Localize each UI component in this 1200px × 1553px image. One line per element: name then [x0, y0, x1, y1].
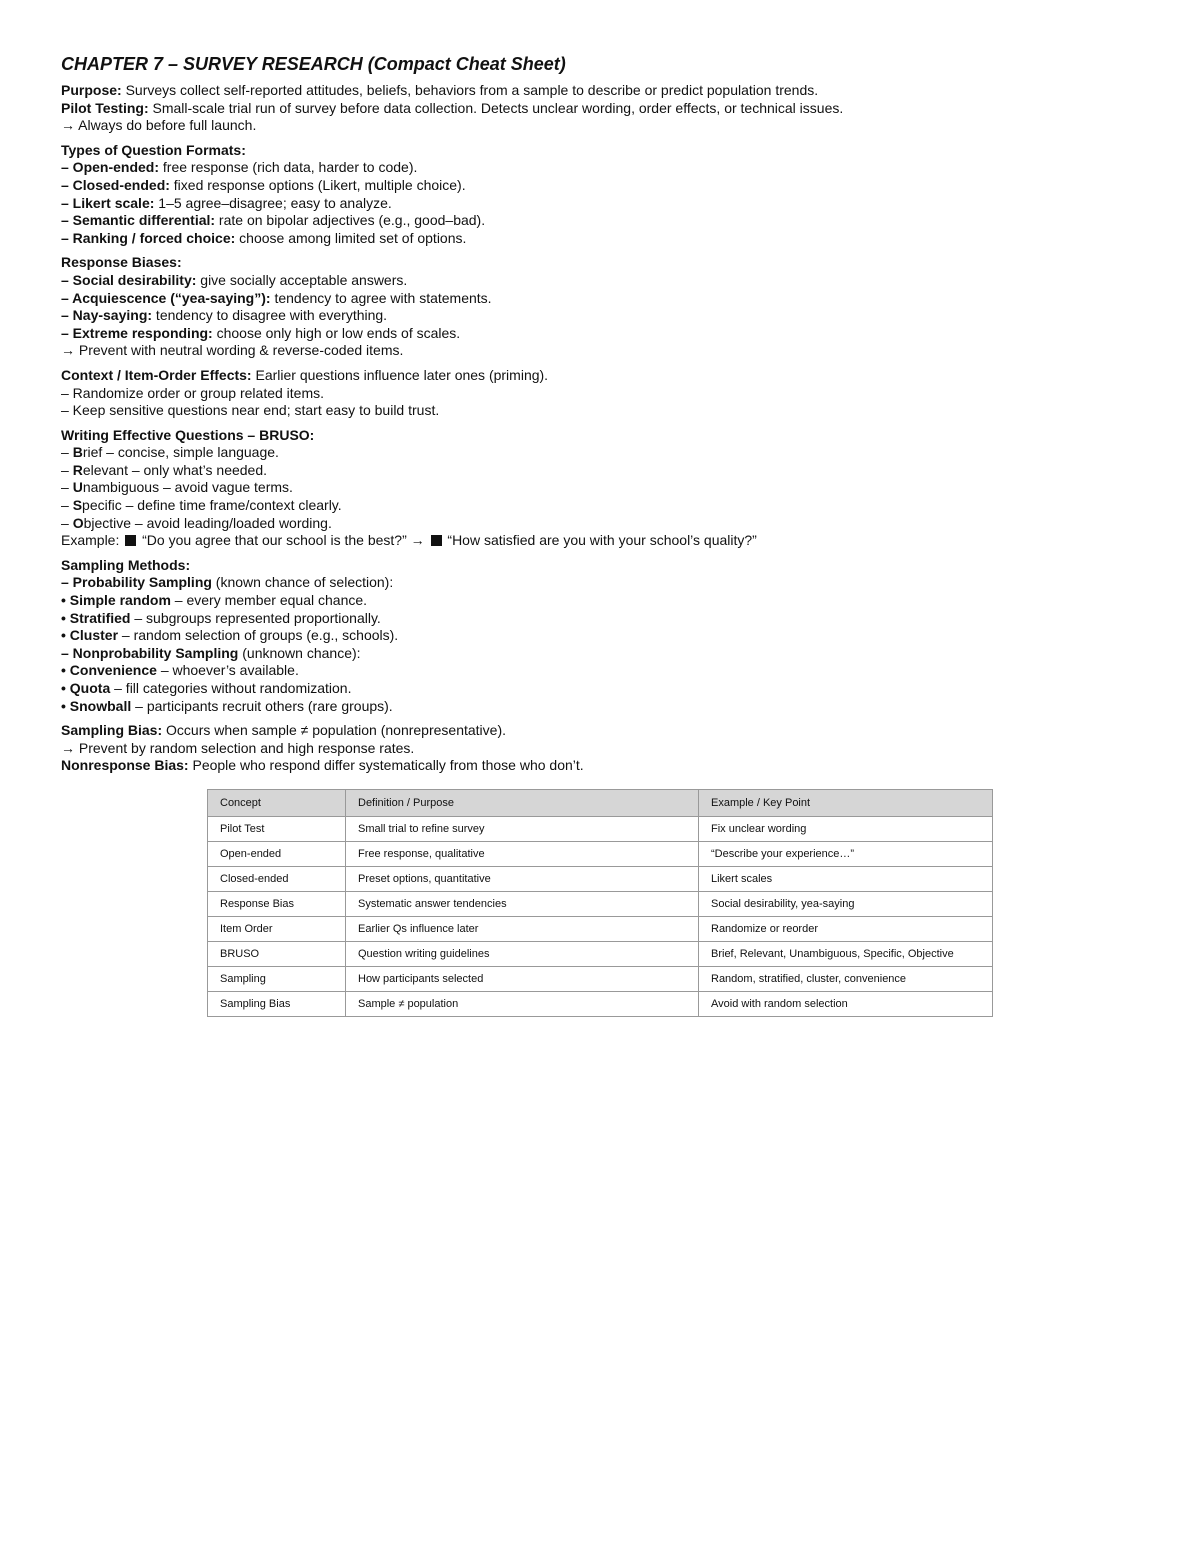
list-item: – Closed-ended: fixed response options (Likert, multiple choice).	[61, 176, 466, 193]
sampling-bias-section	[61, 722, 1141, 775]
biases-note: → Prevent with neutral wording & reverse-coded items.	[61, 342, 404, 359]
table-row	[208, 967, 993, 992]
table-cell: Likert scales	[699, 867, 993, 892]
table-row	[208, 867, 993, 892]
column-header: Definition / Purpose	[346, 790, 699, 817]
list-item: – Social desirability: give socially acceptable answers.	[61, 271, 408, 288]
table-cell: Sampling Bias	[208, 992, 346, 1017]
list-item: – Specific – define time frame/context clearly.	[61, 497, 342, 514]
table-cell: Small trial to refine survey	[346, 817, 699, 842]
table-cell: Avoid with random selection	[699, 992, 993, 1017]
sampling-bias-note: → Prevent by random selection and high response rates.	[61, 739, 415, 756]
table-row	[208, 942, 993, 967]
table-header-row	[208, 790, 993, 817]
list-item: – Relevant – only what’s needed.	[61, 461, 268, 478]
list-item: – Extreme responding: choose only high or low ends of scales.	[61, 324, 461, 341]
table-cell: Sample ≠ population	[346, 992, 699, 1017]
example-line: Example: “Do you agree that our school is the best?” → “How satisfied are you with your school’s quality?”	[61, 532, 757, 549]
purpose-text: Surveys collect self-reported attitudes, beliefs, behaviors from a sample to describe or predict population trends.	[121, 82, 819, 98]
table-cell: Preset options, quantitative	[346, 867, 699, 892]
pilot-label: Pilot Testing:	[61, 99, 149, 116]
formats-section	[61, 142, 1141, 248]
list-item: – Randomize order or group related items.	[61, 384, 325, 401]
summary-table	[207, 789, 993, 1017]
bruso-heading: Writing Effective Questions – BRUSO:	[61, 426, 315, 443]
sampling-heading: Sampling Methods:	[61, 556, 191, 573]
list-item: – Semantic differential: rate on bipolar adjectives (e.g., good–bad).	[61, 212, 486, 229]
table-row	[208, 992, 993, 1017]
bad-example-square-icon	[125, 535, 136, 546]
list-item: • Simple random – every member equal chance.	[61, 592, 368, 609]
bruso-section	[61, 427, 1141, 550]
list-item: – Brief – concise, simple language.	[61, 444, 279, 461]
list-item: – Ranking / forced choice: choose among limited set of options.	[61, 229, 467, 246]
page-title: CHAPTER 7 – SURVEY RESEARCH (Compact Cheat Sheet)	[61, 54, 566, 74]
context-section	[61, 367, 1141, 420]
list-item: • Snowball – participants recruit others (rare groups).	[61, 697, 393, 714]
intro-section	[61, 82, 1141, 135]
table-cell: Random, stratified, cluster, convenience	[699, 967, 993, 992]
table-cell: Response Bias	[208, 892, 346, 917]
sampling-bias-line: Sampling Bias: Occurs when sample ≠ population (nonrepresentative).	[61, 722, 507, 739]
table-cell: Brief, Relevant, Unambiguous, Specific, Objective	[699, 942, 993, 967]
list-item: – Nonprobability Sampling (unknown chance):	[61, 644, 361, 661]
table-row	[208, 917, 993, 942]
table-cell: BRUSO	[208, 942, 346, 967]
list-item: • Quota – fill categories without randomization.	[61, 680, 352, 696]
table-cell: How participants selected	[346, 967, 699, 992]
table-row	[208, 892, 993, 917]
table-cell: Fix unclear wording	[699, 817, 993, 842]
table-cell: Question writing guidelines	[346, 942, 699, 967]
table-cell: Randomize or reorder	[699, 917, 993, 942]
table-cell: Systematic answer tendencies	[346, 892, 699, 917]
biases-heading: Response Biases:	[61, 254, 182, 271]
purpose-line	[61, 82, 1141, 100]
list-item: – Keep sensitive questions near end; start easy to build trust.	[61, 402, 440, 419]
table-row	[208, 817, 993, 842]
biases-section	[61, 254, 1141, 360]
table-cell: Social desirability, yea-saying	[699, 892, 993, 917]
column-header: Example / Key Point	[699, 790, 993, 817]
table-cell: Free response, qualitative	[346, 842, 699, 867]
cheat-sheet-page	[61, 52, 1141, 782]
table-cell: “Describe your experience…”	[699, 842, 993, 867]
table-cell: Earlier Qs influence later	[346, 917, 699, 942]
table-row	[208, 842, 993, 867]
table-cell: Item Order	[208, 917, 346, 942]
table-cell: Sampling	[208, 967, 346, 992]
pilot-note: → Always do before full launch.	[61, 117, 257, 134]
pilot-text: Small-scale trial run of survey before data collection. Detects unclear wording, order effects, or technical issues.	[148, 99, 844, 116]
context-line: Context / Item-Order Effects: Earlier questions influence later ones (priming).	[61, 366, 549, 383]
pilot-line	[61, 100, 1141, 118]
good-example-square-icon	[431, 535, 442, 546]
sampling-section	[61, 557, 1141, 715]
table-cell: Pilot Test	[208, 817, 346, 842]
list-item: – Objective – avoid leading/loaded wording.	[61, 514, 332, 531]
list-item: – Acquiescence (“yea-saying”): tendency to agree with statements.	[61, 289, 492, 306]
purpose-label: Purpose:	[61, 82, 122, 98]
list-item: • Cluster – random selection of groups (e.g., schools).	[61, 627, 399, 644]
nonresponse-bias-line: Nonresponse Bias: People who respond differ systematically from those who don’t.	[61, 757, 584, 774]
list-item: • Stratified – subgroups represented proportionally.	[61, 609, 381, 626]
table-cell: Open-ended	[208, 842, 346, 867]
list-item: • Convenience – whoever’s available.	[61, 662, 299, 679]
list-item: – Nay-saying: tendency to disagree with everything.	[61, 307, 388, 324]
list-item: – Unambiguous – avoid vague terms.	[61, 479, 293, 496]
list-item: – Likert scale: 1–5 agree–disagree; easy to analyze.	[61, 194, 392, 211]
list-item: – Open-ended: free response (rich data, harder to code).	[61, 159, 418, 176]
column-header: Concept	[208, 790, 346, 817]
formats-heading: Types of Question Formats:	[61, 141, 246, 158]
table-cell: Closed-ended	[208, 867, 346, 892]
list-item: – Probability Sampling (known chance of selection):	[61, 574, 394, 591]
